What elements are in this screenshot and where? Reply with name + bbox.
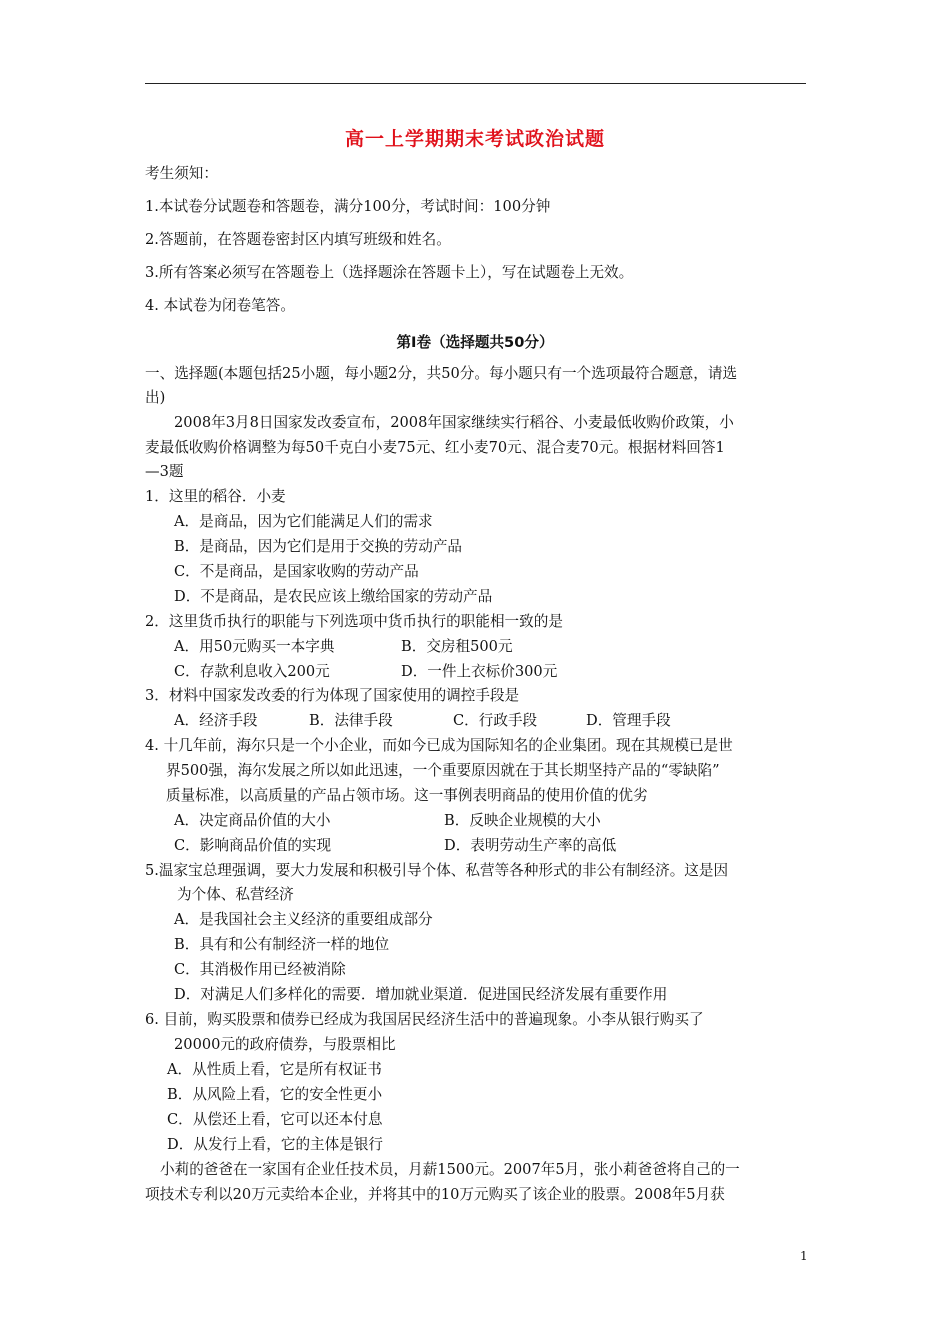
option: A．用50元购买一本字典 bbox=[174, 638, 335, 655]
question-stem: 6. 目前，购买股票和债券已经成为我国居民经济生活中的普遍现象。小李从银行购买了 bbox=[145, 1011, 704, 1028]
notice-heading: 考生须知： bbox=[145, 165, 218, 182]
question-stem: 20000元的政府债券，与股票相比 bbox=[174, 1036, 396, 1053]
question-stem: 1．这里的稻谷．小麦 bbox=[145, 488, 286, 505]
option: B．具有和公有制经济一样的地位 bbox=[174, 936, 390, 953]
material-text: 麦最低收购价格调整为每50千克白小麦75元、红小麦70元、混合麦70元。根据材料回答1 bbox=[145, 439, 725, 456]
option: C．从偿还上看，它可以还本付息 bbox=[167, 1111, 383, 1128]
part-intro: 出) bbox=[145, 389, 166, 406]
option: D．一件上衣标价300元 bbox=[401, 663, 558, 680]
notice-item: 2.答题前，在答题卷密封区内填写班级和姓名。 bbox=[145, 231, 451, 248]
option: B．交房租500元 bbox=[401, 638, 513, 655]
option: D．表明劳动生产率的高低 bbox=[444, 837, 617, 854]
material-text: 2008年3月8日国家发改委宣布，2008年国家继续实行稻谷、小麦最低收购价政策，小 bbox=[174, 414, 734, 431]
option: B．是商品，因为它们是用于交换的劳动产品 bbox=[174, 538, 463, 555]
question-stem: 3．材料中国家发改委的行为体现了国家使用的调控手段是 bbox=[145, 687, 520, 704]
option: B．法律手段 bbox=[309, 712, 393, 729]
option: C．其消极作用已经被消除 bbox=[174, 961, 346, 978]
option: C．影响商品价值的实现 bbox=[174, 837, 332, 854]
notice-item: 4. 本试卷为闭卷笔答。 bbox=[145, 297, 295, 314]
option: A．是我国社会主义经济的重要组成部分 bbox=[174, 911, 433, 928]
page-number: 1 bbox=[800, 1249, 808, 1263]
option: C．行政手段 bbox=[453, 712, 538, 729]
question-stem: 4. 十几年前，海尔只是一个小企业，而如今已成为国际知名的企业集团。现在其规模已是世 bbox=[145, 737, 733, 754]
material-text: 项技术专利以20万元卖给本企业，并将其中的10万元购买了该企业的股票。2008年5月获 bbox=[145, 1186, 725, 1203]
question-stem: 5.温家宝总理强调，要大力发展和积极引导个体、私营等各种形式的非公有制经济。这是因 bbox=[145, 862, 729, 879]
page-title: 高一上学期期末考试政治试题 bbox=[344, 128, 605, 150]
material-text: —3题 bbox=[145, 463, 184, 480]
question-stem: 为个体、私营经济 bbox=[177, 886, 294, 903]
header-rule bbox=[145, 83, 806, 84]
section-title: 第Ⅰ卷（选择题共50分） bbox=[396, 334, 554, 351]
notice-item: 3.所有答案必须写在答题卷上（选择题涂在答题卡上），写在试题卷上无效。 bbox=[145, 264, 634, 281]
option: C．存款利息收入200元 bbox=[174, 663, 330, 680]
option: A．决定商品价值的大小 bbox=[174, 812, 331, 829]
question-stem: 界500强，海尔发展之所以如此迅速，一个重要原因就在于其长期坚持产品的“零缺陷” bbox=[166, 762, 720, 779]
option: D．不是商品，是农民应该上缴给国家的劳动产品 bbox=[174, 588, 493, 605]
part-intro: 一、选择题(本题包括25小题，每小题2分，共50分。每小题只有一个选项最符合题意，请选 bbox=[145, 365, 738, 382]
notice-item: 1.本试卷分试题卷和答题卷，满分100分，考试时间：100分钟 bbox=[145, 198, 551, 215]
option: B．从风险上看，它的安全性更小 bbox=[167, 1086, 383, 1103]
question-stem: 2．这里货币执行的职能与下列选项中货币执行的职能相一致的是 bbox=[145, 613, 563, 630]
option: C．不是商品，是国家收购的劳动产品 bbox=[174, 563, 419, 580]
question-stem: 质量标准，以高质量的产品占领市场。这一事例表明商品的使用价值的优劣 bbox=[166, 787, 648, 804]
option: A．经济手段 bbox=[174, 712, 258, 729]
option: D．管理手段 bbox=[586, 712, 671, 729]
option: A．是商品，因为它们能满足人们的需求 bbox=[174, 513, 433, 530]
option: B．反映企业规模的大小 bbox=[444, 812, 601, 829]
material-text: 小莉的爸爸在一家国有企业任技术员，月薪1500元。2007年5月，张小莉爸爸将自己的一 bbox=[160, 1161, 740, 1178]
option: A．从性质上看，它是所有权证书 bbox=[167, 1061, 382, 1078]
option: D．对满足人们多样化的需要．增加就业渠道．促进国民经济发展有重要作用 bbox=[174, 986, 668, 1003]
option: D．从发行上看，它的主体是银行 bbox=[167, 1136, 384, 1153]
